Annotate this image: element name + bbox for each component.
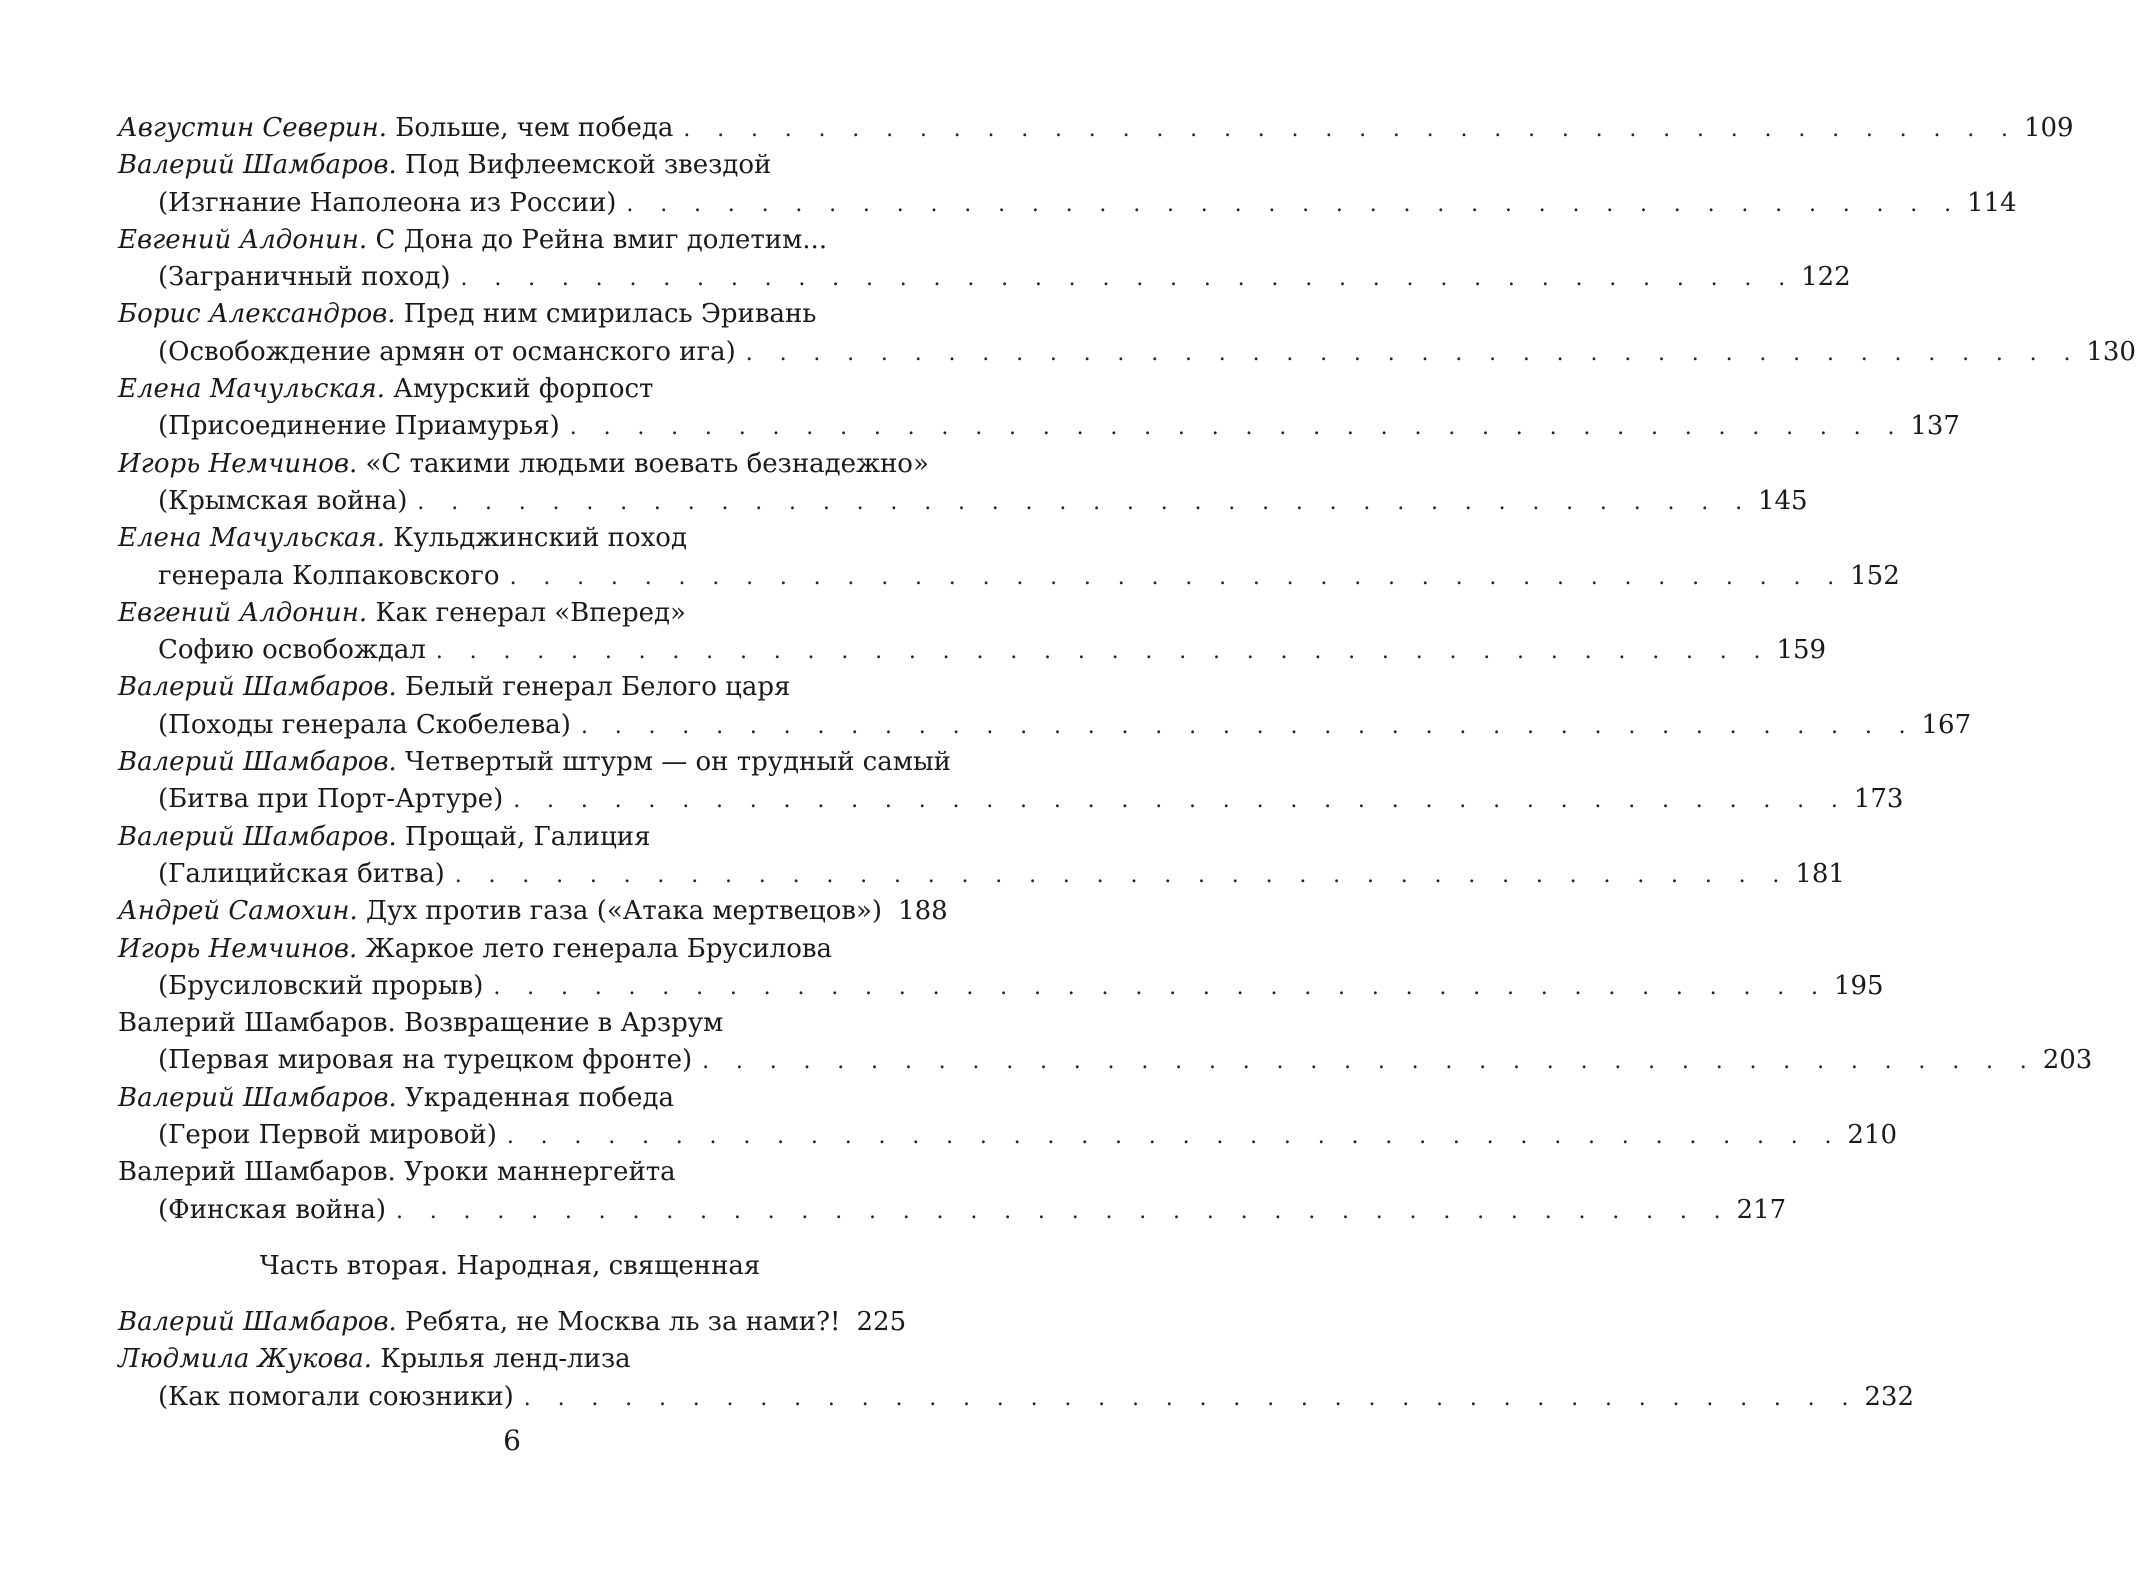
entry-heading — [118, 1304, 841, 1341]
entry-heading-line — [118, 147, 902, 184]
entry-author: Евгений Алдонин. — [118, 224, 368, 255]
toc-entry — [118, 669, 1972, 744]
toc-entry — [118, 1080, 1898, 1155]
entry-page-number: 167 — [1921, 709, 1972, 740]
entry-title: Дух против газа («Атака мертвецов») — [366, 896, 883, 927]
entry-subtitle-line — [118, 707, 1972, 744]
entry-page-number: 152 — [1850, 560, 1900, 591]
entry-title: Амурский форпост — [393, 374, 654, 405]
entry-title: Кульджинский поход — [393, 523, 687, 554]
entry-subtitle: генерала Колпаковского — [158, 560, 500, 591]
toc-entry — [118, 110, 2074, 147]
entry-page-number: 225 — [856, 1306, 907, 1337]
entry-page-number: 114 — [1966, 187, 2017, 218]
toc-part-two — [118, 1304, 1914, 1416]
entry-author: Валерий Шамбаров. — [118, 821, 397, 852]
entry-heading-line — [118, 1341, 902, 1378]
entry-author: Валерий Шамбаров. — [118, 1306, 397, 1337]
entry-heading-line — [118, 744, 951, 781]
dot-leader: . . . . . . . . . . . . . . . . . . . . . . . . . . . . . . . . . . . . . . . . — [506, 1124, 1842, 1150]
entry-subtitle-line — [118, 259, 1851, 296]
toc-entry — [118, 371, 1960, 446]
dot-leader: . . . . . . . . . . . . . . . . . . . . . . . . . . . . . . . . . . . . . . . . — [460, 266, 1796, 292]
entry-title: Украденная победа — [405, 1082, 674, 1113]
entry-page-number: 232 — [1864, 1381, 1914, 1412]
entry-subtitle-line — [118, 1379, 1914, 1416]
entry-heading-line — [118, 893, 948, 930]
entry-heading-line — [118, 1304, 907, 1341]
entry-author: Валерий Шамбаров. — [118, 672, 397, 703]
toc-entry — [118, 520, 1900, 595]
dot-leader: . . . . . . . . . . . . . . . . . . . . . . . . . . . . . . . . . . . . . . . . — [454, 862, 1790, 888]
toc-entry — [118, 1005, 2093, 1080]
toc-entry — [118, 744, 1904, 819]
entry-heading-line — [118, 1080, 902, 1117]
entry-subtitle: (Как помогали союзники) — [158, 1381, 514, 1412]
entry-subtitle: Софию освобождал — [158, 635, 426, 666]
table-of-contents — [118, 110, 2136, 1416]
entry-heading — [118, 1157, 676, 1187]
entry-author: Игорь Немчинов. — [118, 448, 358, 479]
dot-leader: . . . . . . . . . . . . . . . . . . . . . . . . . . . . . . . . . . . . . . . . — [513, 788, 1848, 814]
dot-leader: . . . . . . . . . . . . . . . . . . . . . . . . . . . . . . . . . . . . . . . . — [523, 1385, 1859, 1411]
entry-heading — [118, 299, 816, 329]
dot-leader: . . . . . . . . . . . . . . . . . . . . . . . . . . . . . . . . . . . . . . . . — [580, 713, 1916, 739]
entry-subtitle-line — [118, 334, 2136, 371]
entry-page-number: 130 — [2086, 336, 2136, 367]
entry-author: Людмила Жукова. — [118, 1344, 373, 1375]
entry-subtitle: (Походы генерала Скобелева) — [158, 709, 571, 740]
section-heading: Часть вторая. Народная, священная — [259, 1250, 761, 1281]
entry-title: С Дона до Рейна вмиг долетим... — [375, 224, 828, 255]
entry-heading — [118, 598, 686, 628]
entry-title: Прощай, Галиция — [405, 821, 651, 852]
entry-subtitle-line — [118, 781, 1904, 818]
entry-title: Крылья ленд-лиза — [380, 1344, 631, 1375]
entry-subtitle: (Заграничный поход) — [158, 262, 451, 293]
entry-author: Борис Александров. — [118, 299, 396, 330]
entry-page-number: 159 — [1776, 635, 1827, 666]
entry-page-number: 173 — [1853, 784, 1904, 815]
entry-author: Елена Мачульская. — [118, 374, 385, 405]
toc-entry — [118, 1304, 907, 1341]
dot-leader: . . . . . . . . . . . . . . . . . . . . . . . . . . . . . . . . . . . . . . . . — [395, 1198, 1731, 1224]
entry-author: Елена Мачульская. — [118, 523, 385, 554]
entry-heading — [118, 110, 673, 147]
entry-subtitle: (Присоединение Приамурья) — [158, 411, 560, 442]
toc-entry — [118, 1154, 1787, 1229]
entry-heading-line — [118, 1154, 902, 1191]
entry-heading — [118, 1344, 631, 1374]
entry-heading-line — [118, 520, 902, 557]
entry-title: Больше, чем победа — [395, 113, 674, 143]
entry-subtitle-line — [118, 968, 1884, 1005]
entry-heading-line — [118, 595, 902, 632]
dot-leader: . . . . . . . . . . . . . . . . . . . . . . . . . . . . . . . . . . . . . . . . — [569, 415, 1905, 441]
entry-subtitle: (Герои Первой мировой) — [158, 1120, 497, 1151]
entry-heading-line — [118, 446, 929, 483]
entry-subtitle: (Освобождение армян от османского ига) — [158, 336, 736, 367]
dot-leader: . . . . . . . . . . . . . . . . . . . . . . . . . . . . . . . . . . . . . . . . — [683, 117, 2018, 142]
entry-subtitle-line — [118, 632, 1827, 669]
toc-entry — [118, 446, 1808, 521]
entry-author: Валерий Шамбаров. — [118, 1157, 396, 1188]
entry-page-number: 188 — [898, 896, 948, 927]
entry-heading — [118, 225, 827, 255]
toc-entry — [118, 893, 948, 930]
entry-heading — [118, 523, 687, 553]
entry-subtitle-line — [118, 1117, 1898, 1154]
toc-entry — [118, 595, 1827, 670]
entry-author: Андрей Самохин. — [118, 896, 358, 927]
entry-subtitle-line — [118, 483, 1808, 520]
toc-entry — [118, 147, 2017, 222]
toc-entry — [118, 931, 1884, 1006]
entry-title: Ребята, не Москва ль за нами?! — [405, 1306, 841, 1337]
entry-author: Валерий Шамбаров. — [118, 1082, 397, 1113]
dot-leader: . . . . . . . . . . . . . . . . . . . . . . . . . . . . . . . . . . . . . . . . — [493, 974, 1828, 1000]
entry-heading — [118, 672, 790, 702]
entry-heading — [118, 150, 771, 180]
entry-title: Возвращение в Арзрум — [404, 1008, 724, 1039]
page-number: 6 — [503, 1424, 521, 1457]
entry-heading — [118, 1083, 674, 1113]
toc-entry — [118, 222, 1851, 297]
entry-heading — [118, 934, 832, 964]
entry-subtitle: (Галицийская битва) — [158, 858, 445, 889]
entry-heading-line — [118, 669, 902, 706]
entry-heading-line — [118, 110, 2074, 147]
entry-subtitle-line — [118, 856, 1845, 893]
entry-heading-line — [118, 819, 902, 856]
entry-subtitle: (Битва при Порт-Артуре) — [158, 784, 504, 815]
entry-subtitle: (Первая мировая на турецком фронте) — [158, 1045, 693, 1076]
entry-title: Пред ним смирилась Эривань — [403, 299, 817, 330]
entry-heading — [118, 374, 653, 404]
entry-author: Валерий Шамбаров. — [118, 150, 397, 181]
entry-subtitle-line — [118, 185, 2017, 222]
entry-subtitle: (Крымская война) — [158, 485, 408, 516]
entry-heading — [118, 822, 651, 852]
entry-heading — [118, 449, 929, 479]
entry-subtitle-line — [118, 408, 1960, 445]
entry-author: Валерий Шамбаров. — [118, 747, 397, 778]
entry-author: Евгений Алдонин. — [118, 597, 368, 628]
dot-leader: . . . . . . . . . . . . . . . . . . . . . . . . . . . . . . . . . . . . . . . . — [626, 191, 1961, 217]
dot-leader: . . . . . . . . . . . . . . . . . . . . . . . . . . . . . . . . . . . . . . . . — [435, 639, 1771, 665]
entry-author: Августин Северин. — [118, 113, 387, 143]
entry-page-number: 217 — [1736, 1194, 1787, 1225]
entry-subtitle-line — [118, 1042, 2093, 1079]
entry-title: Под Вифлеемской звездой — [405, 150, 772, 181]
entry-title: Жаркое лето генерала Брусилова — [365, 933, 833, 964]
dot-leader: . . . . . . . . . . . . . . . . . . . . . . . . . . . . . . . . . . . . . . . . — [745, 340, 2081, 366]
entry-title: «С такими людьми воевать безнадежно» — [365, 448, 929, 479]
entry-heading — [118, 893, 882, 930]
entry-heading — [118, 747, 951, 777]
dot-leader: . . . . . . . . . . . . . . . . . . . . . . . . . . . . . . . . . . . . . . . . — [417, 489, 1752, 515]
entry-page-number: 210 — [1847, 1120, 1898, 1151]
entry-page-number: 195 — [1833, 970, 1884, 1001]
entry-heading-line — [118, 296, 902, 333]
entry-heading — [118, 1008, 723, 1038]
entry-page-number: 122 — [1801, 262, 1851, 293]
toc-entry — [118, 296, 2136, 371]
entry-page-number: 181 — [1795, 858, 1845, 889]
entry-heading-line — [118, 371, 902, 408]
entry-heading-line — [118, 222, 902, 259]
entry-heading-line — [118, 1005, 902, 1042]
toc-entry — [118, 819, 1845, 894]
dot-leader: . . . . . . . . . . . . . . . . . . . . . . . . . . . . . . . . . . . . . . . . — [702, 1049, 2037, 1075]
entry-title: Белый генерал Белого царя — [405, 672, 791, 703]
entry-title: Четвертый штурм — он трудный самый — [405, 747, 951, 778]
entry-author: Валерий Шамбаров. — [118, 1008, 396, 1039]
entry-page-number: 109 — [2023, 113, 2074, 143]
entry-subtitle: (Брусиловский прорыв) — [158, 970, 484, 1001]
entry-page-number: 137 — [1910, 411, 1960, 442]
entry-title: Как генерал «Вперед» — [375, 597, 686, 628]
entry-subtitle-line — [118, 1192, 1787, 1229]
entry-subtitle-line — [118, 558, 1900, 595]
entry-subtitle: (Финская война) — [158, 1194, 386, 1225]
entry-heading-line — [118, 931, 902, 968]
toc-entry — [118, 1341, 1914, 1416]
toc-part-one — [118, 110, 2136, 1229]
entry-title: Уроки маннергейта — [404, 1157, 676, 1188]
dot-leader: . . . . . . . . . . . . . . . . . . . . . . . . . . . . . . . . . . . . . . . . — [509, 564, 1845, 590]
entry-page-number: 203 — [2042, 1045, 2093, 1076]
entry-subtitle: (Изгнание Наполеона из России) — [158, 187, 617, 218]
entry-author: Игорь Немчинов. — [118, 933, 358, 964]
entry-page-number: 145 — [1757, 485, 1808, 516]
